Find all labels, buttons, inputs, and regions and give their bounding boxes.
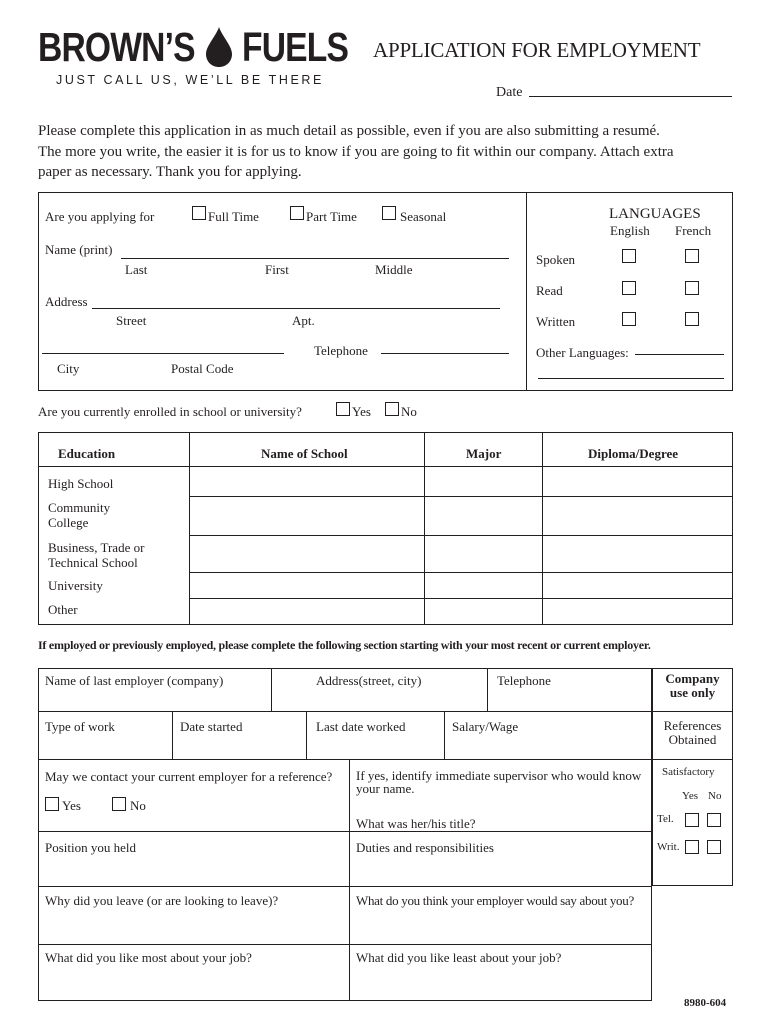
contact-yes-label: Yes: [62, 798, 81, 813]
diploma-header: Diploma/Degree: [588, 446, 679, 461]
writ-yes-checkbox[interactable]: [685, 840, 699, 854]
employment-row-divider-4: [38, 886, 652, 887]
date-started-label: Date started: [180, 719, 243, 734]
city-label: City: [57, 361, 80, 376]
employment-row-divider-2: [38, 759, 652, 760]
apt-label: Apt.: [292, 313, 315, 328]
written-french-checkbox[interactable]: [685, 312, 699, 326]
why-leave-label: Why did you leave (or are looking to leave)?: [45, 893, 279, 908]
satisfactory-no-label: No: [708, 790, 722, 802]
other-languages-field-1[interactable]: [635, 354, 724, 355]
employment-col-b: [487, 668, 488, 711]
enrolled-no-label: No: [401, 404, 417, 419]
company-use-divider-2: [652, 759, 733, 760]
tagline: JUST CALL US, WE’LL BE THERE: [56, 73, 324, 87]
form-title: APPLICATION FOR EMPLOYMENT: [373, 38, 701, 62]
other-languages-field-2[interactable]: [538, 378, 724, 379]
community-label-line: Community: [48, 500, 111, 515]
form-number: 8980-604: [684, 997, 727, 1009]
telephone-field[interactable]: [381, 353, 509, 354]
employment-instruction: If employed or previously employed, please complete the following section starting with your most recent or current employer.: [38, 638, 651, 652]
tel-no-checkbox[interactable]: [707, 813, 721, 827]
employment-row-divider-1: [38, 711, 652, 712]
may-contact-label: May we contact your current employer for a reference?: [45, 769, 333, 784]
enrolled-question: Are you currently enrolled in school or university?: [38, 404, 302, 419]
tel-yes-checkbox[interactable]: [685, 813, 699, 827]
contact-no-label: No: [130, 798, 146, 813]
liked-most-label: What did you like most about your job?: [45, 950, 252, 965]
enrolled-yes-label: Yes: [352, 404, 371, 419]
telephone-label: Telephone: [314, 343, 368, 358]
spoken-label: Spoken: [536, 252, 575, 267]
employer-telephone-label: Telephone: [497, 673, 551, 688]
brand-logo: [38, 24, 348, 70]
writ-label: Writ.: [657, 841, 680, 853]
education-row-divider-2: [189, 535, 733, 536]
company-use-title: [652, 672, 733, 700]
company-use-line-1: Company: [665, 671, 720, 686]
company-use-divider-1: [652, 711, 733, 712]
spoken-french-checkbox[interactable]: [685, 249, 699, 263]
references-obtained-label: [652, 719, 733, 747]
supervisor-line-1: If yes, identify immediate supervisor who would know: [356, 768, 642, 783]
education-row-divider-3: [189, 572, 733, 573]
supervisor-label: [356, 769, 641, 795]
college-label-line: College: [48, 515, 89, 530]
intro-text: [38, 121, 674, 183]
languages-divider: [526, 192, 527, 391]
duties-label: Duties and responsibilities: [356, 840, 494, 855]
read-english-checkbox[interactable]: [622, 281, 636, 295]
written-english-checkbox[interactable]: [622, 312, 636, 326]
obtained-line: Obtained: [668, 732, 717, 747]
employment-col-d: [306, 711, 307, 759]
languages-title: LANGUAGES: [609, 206, 701, 222]
applying-for-label: Are you applying for: [45, 209, 155, 224]
read-french-checkbox[interactable]: [685, 281, 699, 295]
enrolled-yes-checkbox[interactable]: [336, 402, 350, 416]
contact-no-checkbox[interactable]: [112, 797, 126, 811]
position-held-label: Position you held: [45, 840, 137, 855]
references-line: References: [663, 718, 722, 733]
city-postal-field[interactable]: [42, 353, 284, 354]
major-header: Major: [466, 446, 502, 461]
education-col-divider-2: [424, 432, 425, 625]
high-school-label: High School: [48, 476, 114, 491]
other-languages-label: Other Languages:: [536, 345, 629, 360]
other-label: Other: [48, 602, 78, 617]
education-row-divider-1: [189, 496, 733, 497]
employment-col-f: [349, 759, 350, 1001]
employment-row-divider-5: [38, 944, 652, 945]
education-header: Education: [58, 446, 116, 461]
intro-line-1: Please complete this application in as much detail as possible, even if you are also submitting a resumé.: [38, 123, 660, 139]
seasonal-checkbox[interactable]: [382, 206, 396, 220]
employer-address-label: Address(street, city): [316, 673, 422, 688]
last-date-worked-label: Last date worked: [316, 719, 406, 734]
postal-code-label: Postal Code: [171, 361, 234, 376]
technical-school-line: Technical School: [48, 555, 138, 570]
writ-no-checkbox[interactable]: [707, 840, 721, 854]
school-name-header: Name of School: [261, 446, 348, 461]
brand-name-right: FUELS: [242, 24, 349, 70]
business-trade-label: [48, 540, 144, 570]
university-label: University: [48, 578, 103, 593]
supervisor-title-label: What was her/his title?: [356, 816, 476, 831]
address-field[interactable]: [92, 308, 500, 309]
english-column-label: English: [610, 223, 650, 238]
name-label: Name (print): [45, 242, 113, 257]
part-time-label: Part Time: [306, 209, 357, 224]
brand-name-left: BROWN’S: [38, 24, 195, 70]
employment-col-a: [271, 668, 272, 711]
full-time-checkbox[interactable]: [192, 206, 206, 220]
community-college-label: [48, 500, 110, 530]
french-column-label: French: [675, 223, 712, 238]
contact-yes-checkbox[interactable]: [45, 797, 59, 811]
enrolled-no-checkbox[interactable]: [385, 402, 399, 416]
part-time-checkbox[interactable]: [290, 206, 304, 220]
name-first-label: First: [265, 262, 289, 277]
read-label: Read: [536, 283, 563, 298]
satisfactory-label: Satisfactory: [662, 766, 715, 778]
full-time-label: Full Time: [208, 209, 259, 224]
intro-line-2: The more you write, the easier it is for us to know if you are going to fit within our company. Attach extra: [38, 143, 674, 160]
written-label: Written: [536, 314, 576, 329]
education-col-divider-1: [189, 432, 190, 625]
education-header-divider: [38, 466, 733, 467]
employment-col-e: [444, 711, 445, 759]
tel-label: Tel.: [657, 813, 674, 825]
date-label: Date: [496, 85, 523, 100]
name-field[interactable]: [121, 258, 509, 259]
type-of-work-label: Type of work: [45, 719, 115, 734]
date-field[interactable]: [529, 96, 732, 97]
education-row-divider-4: [189, 598, 733, 599]
employment-row-divider-3: [38, 831, 652, 832]
employer-say-label: What do you think your employer would say about you?: [356, 893, 634, 908]
fuel-drop-icon: [204, 26, 234, 68]
business-trade-line: Business, Trade or: [48, 540, 145, 555]
name-last-label: Last: [125, 262, 148, 277]
seasonal-label: Seasonal: [400, 209, 447, 224]
company-use-line-2: use only: [669, 685, 716, 700]
supervisor-line-2: your name.: [356, 781, 415, 796]
street-label: Street: [116, 313, 147, 328]
liked-least-label: What did you like least about your job?: [356, 950, 562, 965]
address-label: Address: [45, 294, 88, 309]
salary-wage-label: Salary/Wage: [452, 719, 519, 734]
education-col-divider-3: [542, 432, 543, 625]
employment-col-c: [172, 711, 173, 759]
last-employer-label: Name of last employer (company): [45, 673, 224, 688]
intro-line-3: paper as necessary. Thank you for applying.: [38, 164, 302, 180]
spoken-english-checkbox[interactable]: [622, 249, 636, 263]
satisfactory-yes-label: Yes: [682, 790, 699, 802]
name-middle-label: Middle: [375, 262, 413, 277]
